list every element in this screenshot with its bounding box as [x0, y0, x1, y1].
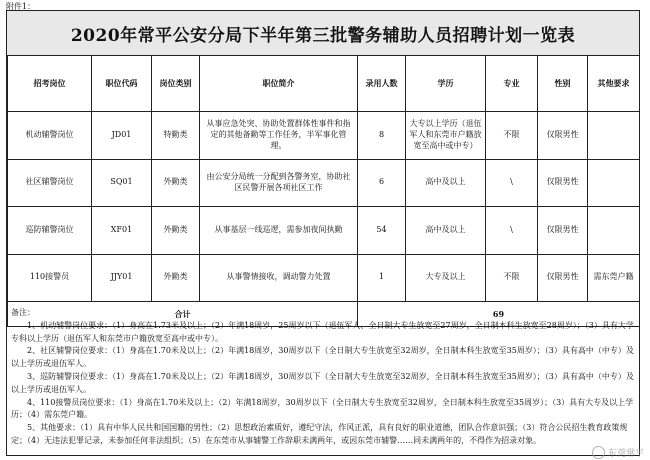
notes-heading: 备注：	[11, 308, 35, 317]
table-row	[8, 254, 640, 302]
cell-category: 外勤类	[152, 254, 200, 302]
attachment-label: 附件1：	[6, 2, 36, 11]
cell-intro: 从事基层一线巡逻，需参加夜间执勤	[200, 207, 358, 255]
cell-gender: 仅限男性	[538, 159, 588, 207]
cell-education: 大专及以上	[406, 254, 486, 302]
cell-post: 机动辅警岗位	[8, 112, 92, 160]
total-value: 69	[358, 302, 640, 327]
cell-other	[588, 207, 640, 255]
cell-post: 110接警员	[8, 254, 92, 302]
cell-intro: 从事应急处突、协助处置群体性事件和指定的其他备勤等工作任务，半军事化管理。	[200, 112, 358, 160]
cell-education: 高中及以上	[406, 207, 486, 255]
cell-count: 6	[358, 159, 406, 207]
header-major: 专业	[486, 56, 538, 112]
watermark-text: 东莞常平	[607, 449, 644, 459]
cell-intro: 从事警情接收，调动警力处置	[200, 254, 358, 302]
cell-count: 1	[358, 254, 406, 302]
total-label: 合计	[8, 302, 358, 327]
table-row	[8, 207, 640, 255]
cell-major: 不限	[486, 254, 538, 302]
recruitment-table-sheet	[6, 10, 640, 456]
page-title: 2020年常平公安分局下半年第三批警务辅助人员招聘计划一览表	[7, 11, 639, 56]
cell-other	[588, 159, 640, 207]
cell-gender: 仅限男性	[538, 207, 588, 255]
cell-code: JJY01	[92, 254, 152, 302]
cell-education: 高中及以上	[406, 159, 486, 207]
header-gender: 性别	[538, 56, 588, 112]
cell-major: \	[486, 159, 538, 207]
note-item: 4、110接警员岗位要求：（1）身高在1.70米及以上；（2）年满18周岁，30周岁以下（全日制大专生放宽至32周岁，全日制本科生放宽至35周岁）；（3）具有大专及以上学历；（4）需东莞户籍。	[11, 397, 634, 420]
cell-major: 不限	[486, 112, 538, 160]
cell-gender: 仅限男性	[538, 112, 588, 160]
watermark-logo-icon	[592, 446, 605, 459]
cell-code: SQ01	[92, 159, 152, 207]
header-count: 录用人数	[358, 56, 406, 112]
header-category: 岗位类别	[152, 56, 200, 112]
table-header-row	[8, 56, 640, 112]
note-item: 1、机动辅警岗位要求：（1）身高在1.73米及以上；（2）年满18周岁，25周岁以下（退伍军人、全日制大专生放宽至27周岁，全日制本科生放宽至28周岁）；（3）具有大学专科以上学历（退伍军人和东莞市户籍放宽至高中或中专）。	[11, 320, 634, 343]
cell-intro: 由公安分局统一分配到各警务室，协助社区民警开展各项社区工作	[200, 159, 358, 207]
cell-other: 需东莞户籍	[588, 254, 640, 302]
cell-post: 社区辅警岗位	[8, 159, 92, 207]
table-row	[8, 159, 640, 207]
note-item: 3、巡防辅警岗位要求：（1）身高在1.70米及以上；（2）年满18周岁，30周岁以下（全日制大专生放宽至32周岁，全日制本科生放宽至35周岁）；（3）具有高中（中专）及以上学历或退伍军人。	[11, 371, 634, 394]
recruitment-table	[7, 55, 640, 327]
cell-major: \	[486, 207, 538, 255]
cell-gender: 仅限男性	[538, 254, 588, 302]
note-item: 2、社区辅警岗位要求：（1）身高在1.70米及以上；（2）年满18周岁，30周岁以下（全日制大专生放宽至32周岁，全日制本科生放宽至35周岁）；（3）具有高中（中专）及以上学历或退伍军人。	[11, 346, 634, 369]
cell-code: XF01	[92, 207, 152, 255]
header-education: 学历	[406, 56, 486, 112]
note-item: 5、其他要求：（1）具有中华人民共和国国籍的男性；（2）思想政治素质好，遵纪守法，作风正派，具有良好的职业道德，团队合作意识强；（3）符合公民招生教育政策规定；（4）无违法犯罪记录，未参加任何非法组织；（5）在东莞市从事辅警工作辞职未满两年，或因东莞市辅警……同未满两年的，不得作为招录对象。	[11, 423, 628, 445]
header-other: 其他要求	[588, 56, 640, 112]
cell-category: 外勤类	[152, 207, 200, 255]
cell-post: 巡防辅警岗位	[8, 207, 92, 255]
cell-code: JD01	[92, 112, 152, 160]
cell-category: 特勤类	[152, 112, 200, 160]
header-intro: 职位简介	[200, 56, 358, 112]
notes-section	[11, 307, 635, 448]
cell-category: 外勤类	[152, 159, 200, 207]
cell-count: 8	[358, 112, 406, 160]
watermark	[592, 446, 644, 459]
cell-education: 大专以上学历（退伍军人和东莞市户籍放宽至高中或中专）	[406, 112, 486, 160]
header-code: 职位代码	[92, 56, 152, 112]
cell-other	[588, 112, 640, 160]
header-post: 招考岗位	[8, 56, 92, 112]
table-row	[8, 112, 640, 160]
cell-count: 54	[358, 207, 406, 255]
